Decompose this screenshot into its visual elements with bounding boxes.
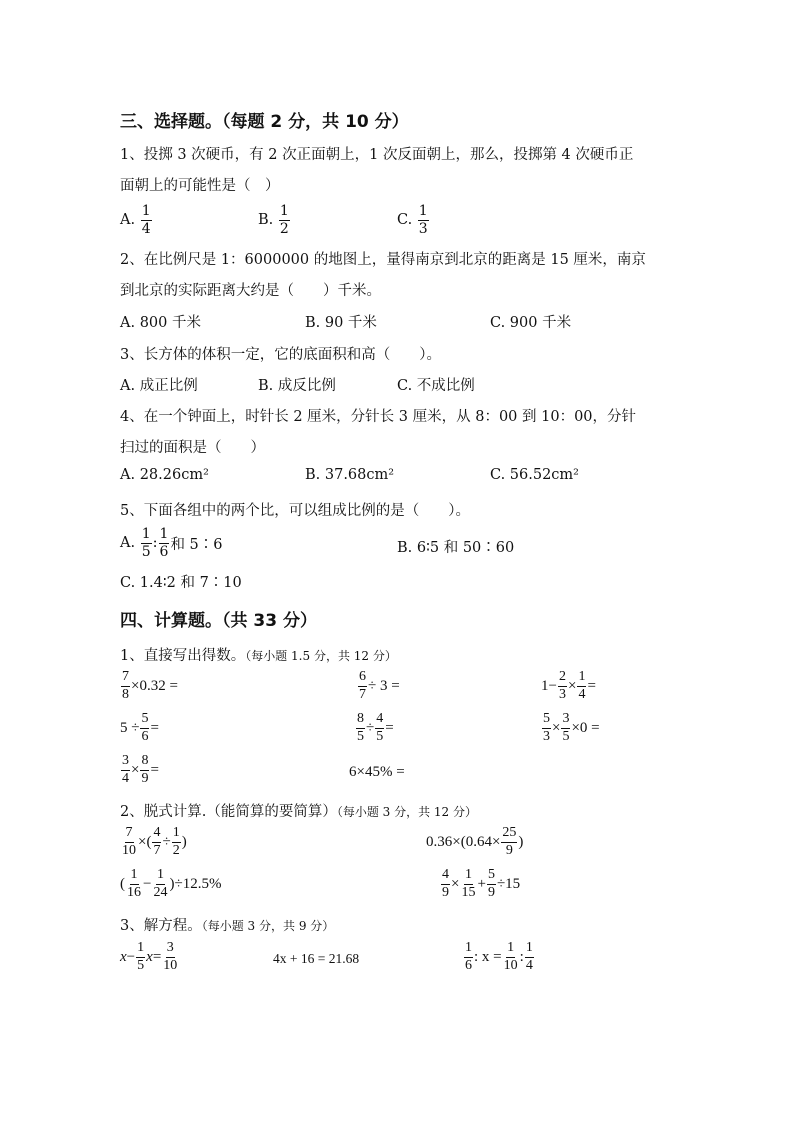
p2-heading (120, 800, 477, 821)
q5-option-c[interactable]: C. 1.4∶2 和 7∶10 (120, 575, 242, 591)
q3-option-a[interactable]: A. 成正比例 (120, 378, 198, 394)
q1-line2: 面朝上的可能性是（ ） (120, 178, 280, 194)
p1-expr-7: $\frac{3}{4}$ × $\frac{8}{9}$ = (122, 753, 159, 786)
p3-heading (120, 914, 334, 935)
p1-note: （每小题 1.5 分，共 12 分） (245, 649, 397, 663)
q5-a-fraction1: $\frac{1}{5}$ (141, 526, 151, 560)
q1-a-fraction: $\frac{1}{4}$ (141, 203, 151, 237)
q1-line1: 1、投掷 3 次硬币，有 2 次正面朝上，1 次反面朝上，那么，投掷第 4 次硬币正 (120, 147, 634, 163)
p1-heading (120, 644, 397, 665)
p1-expr-4: 5 ÷ $\frac{5}{6}$ = (120, 711, 159, 744)
q5-a-fraction2: $\frac{1}{6}$ (159, 526, 169, 560)
q4-option-c[interactable]: C. 56.52cm² (490, 467, 579, 483)
q5-a-colon: : (152, 535, 158, 552)
q1-c-fraction: $\frac{1}{3}$ (418, 203, 428, 237)
q1-c-label: C. (397, 212, 413, 229)
q4-option-a[interactable]: A. 28.26cm² (120, 467, 209, 483)
q2-line1: 2、在比例尺是 1：6000000 的地图上，量得南京到北京的距离是 15 厘米，南京 (120, 252, 646, 268)
p1-expr-8: 6×45% = (349, 764, 405, 780)
p2-expr-1: $\frac{7}{10}$ ×( $\frac{4}{7}$ ÷ $\frac{1}{2}$ ) (122, 825, 187, 858)
q1-b-label: B. (258, 212, 274, 229)
p1-expr-2: $\frac{6}{7}$ ÷ 3 = (359, 669, 400, 702)
q1-option-c[interactable] (397, 204, 430, 236)
p2-note: （每小题 3 分，共 12 分） (336, 805, 478, 819)
q3-line1: 3、长方体的体积一定，它的底面积和高（ ）。 (120, 347, 441, 363)
p3-equation-2: 4x + 16 = 21.68 (273, 951, 360, 966)
q3-option-b[interactable]: B. 成反比例 (258, 378, 336, 394)
section-title-calc: 四、计算题。（共 33 分） (120, 611, 317, 631)
q3-option-c[interactable]: C. 不成比例 (397, 378, 475, 394)
p1-expr-1: $\frac{7}{8}$ ×0.32 = (122, 669, 178, 702)
q5-a-tail: 和 5∶6 (170, 536, 223, 553)
q2-option-c[interactable]: C. 900 千米 (490, 315, 572, 331)
q5-line1: 5、下面各组中的两个比，可以组成比例的是（ ）。 (120, 503, 470, 519)
p2-expr-2: 0.36×(0.64× $\frac{25}{9}$ ) (426, 825, 524, 858)
q4-line1: 4、在一个钟面上，时针长 2 厘米，分针长 3 厘米，从 8：00 到 10：00，分针 (120, 409, 637, 425)
q2-option-a[interactable]: A. 800 千米 (120, 315, 201, 331)
p1-expr-5: $\frac{8}{5}$ ÷ $\frac{4}{5}$ = (357, 711, 394, 744)
q5-option-a[interactable] (120, 527, 223, 559)
p2-title: 2、脱式计算.（能简算的要简算） (120, 804, 337, 820)
p3-equation-3: $\frac{1}{6}$ : x = $\frac{1}{10}$ : $\frac{1}{4}$ (465, 940, 533, 973)
p3-title: 3、解方程。 (120, 918, 202, 934)
p1-expr-3: 1− $\frac{2}{3}$ × $\frac{1}{4}$ = (541, 669, 596, 702)
q1-option-a[interactable] (120, 204, 153, 236)
p2-expr-3: ( $\frac{1}{16}$ − $\frac{1}{24}$ )÷12.5% (120, 867, 222, 900)
q2-option-b[interactable]: B. 90 千米 (305, 315, 377, 331)
q5-a-label: A. (120, 535, 136, 552)
q1-option-b[interactable] (258, 204, 291, 236)
q1-a-label: A. (120, 212, 136, 229)
p3-equation-1: x − $\frac{1}{5}$ x = $\frac{3}{10}$ (120, 940, 178, 973)
p2-expr-4: $\frac{4}{9}$ × $\frac{1}{15}$ + $\frac{5}{9}$ ÷15 (442, 867, 521, 900)
section-title-choice: 三、选择题。（每题 2 分，共 10 分） (120, 112, 409, 132)
p1-expr-6: $\frac{5}{3}$ × $\frac{3}{5}$ ×0 = (543, 711, 600, 744)
q4-option-b[interactable]: B. 37.68cm² (305, 467, 395, 483)
q2-line2: 到北京的实际距离大约是（ ）千米。 (120, 283, 381, 299)
p3-note: （每小题 3 分，共 9 分） (201, 919, 335, 933)
p1-title: 1、直接写出得数。 (120, 648, 246, 664)
q1-b-fraction: $\frac{1}{2}$ (279, 203, 289, 237)
q4-line2: 扫过的面积是（ ） (120, 440, 265, 456)
q5-option-b[interactable]: B. 6∶5 和 50∶60 (397, 540, 515, 556)
